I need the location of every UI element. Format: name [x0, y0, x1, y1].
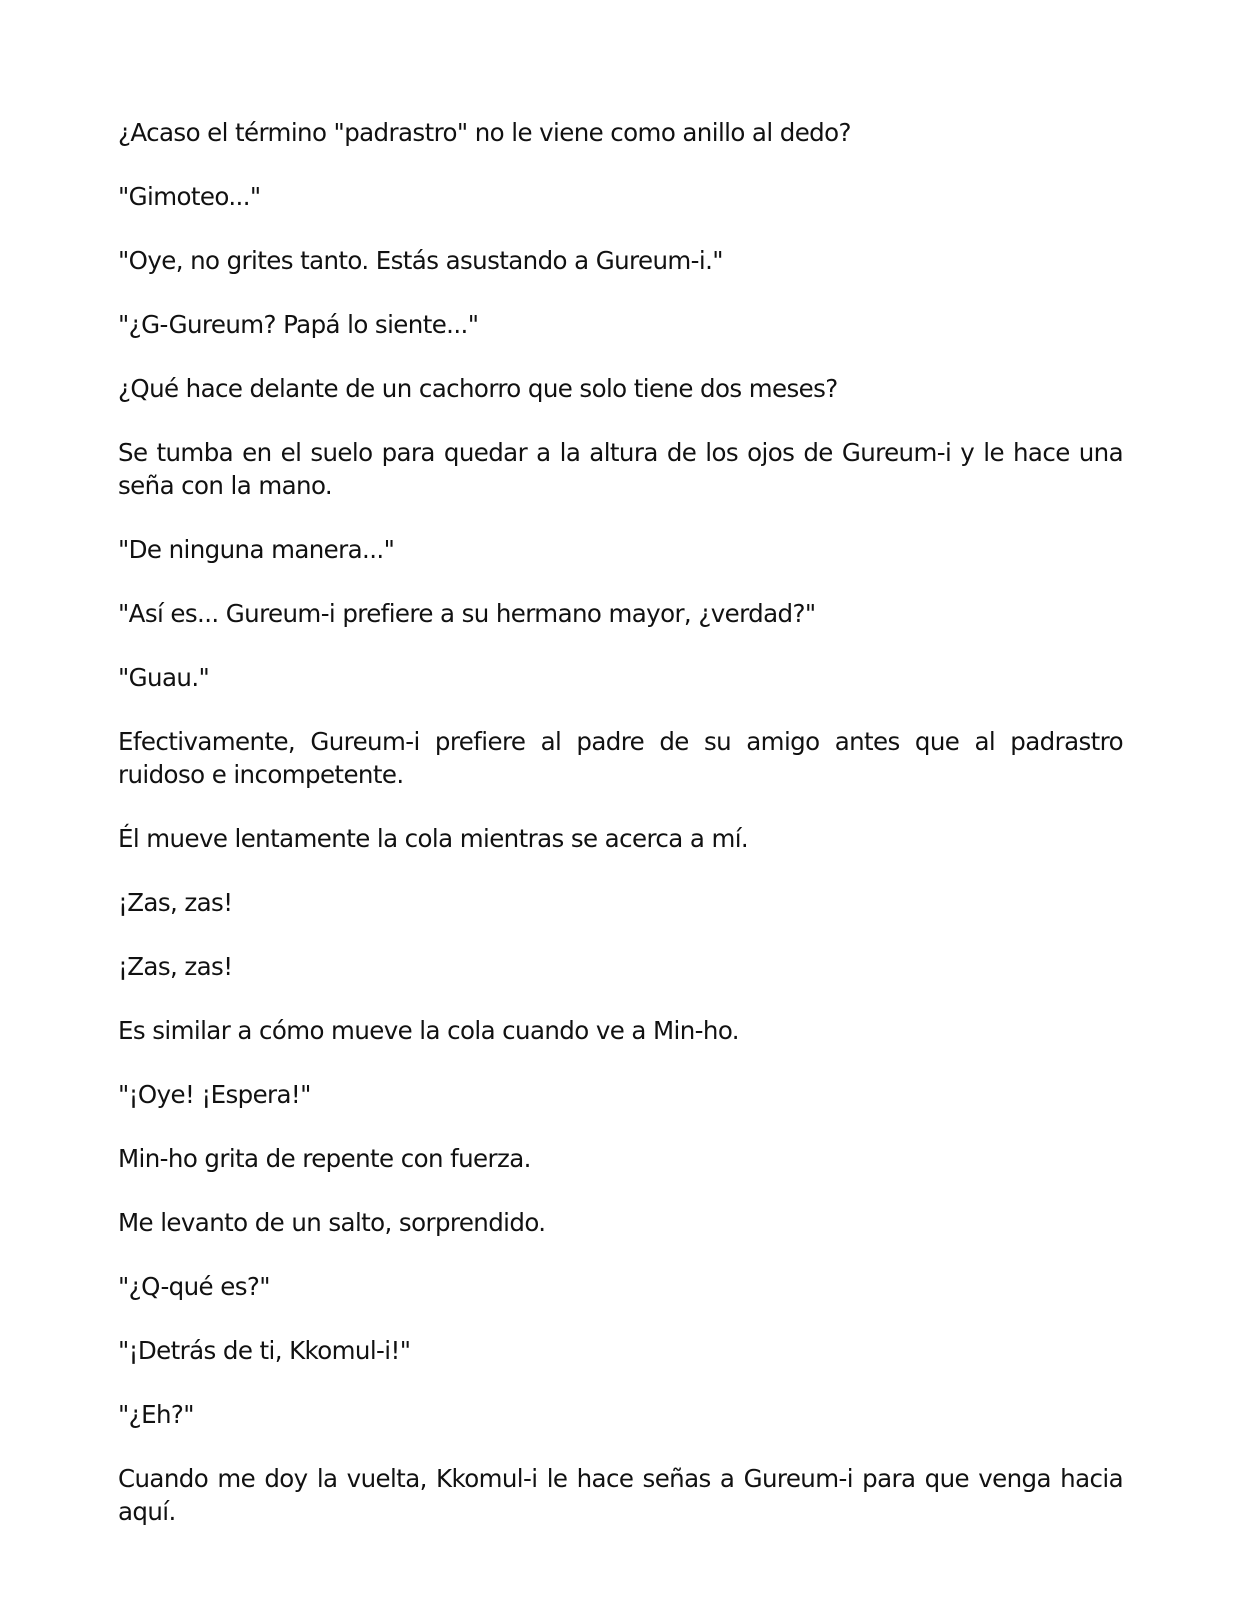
paragraph-18: "¿Q-qué es?" — [118, 1272, 270, 1301]
paragraph-20: "¿Eh?" — [118, 1400, 194, 1429]
paragraph-13: ¡Zas, zas! — [118, 952, 233, 981]
paragraph-21: Cuando me doy la vuelta, Kkomul-i le hace señas a Gureum-i para que venga hacia aquí. — [118, 1464, 1123, 1526]
paragraph-10: Efectivamente, Gureum-i prefiere al padre de su amigo antes que al padrastro ruidoso e incompetente. — [118, 727, 1123, 789]
paragraph-3: "Oye, no grites tanto. Estás asustando a Gureum-i." — [118, 246, 723, 275]
paragraph-5: ¿Qué hace delante de un cachorro que solo tiene dos meses? — [118, 374, 838, 403]
paragraph-2: "Gimoteo..." — [118, 182, 261, 211]
text-column — [118, 116, 1123, 1528]
paragraph-15: "¡Oye! ¡Espera!" — [118, 1080, 311, 1109]
paragraph-17: Me levanto de un salto, sorprendido. — [118, 1208, 546, 1237]
paragraph-7: "De ninguna manera..." — [118, 535, 395, 564]
paragraph-4: "¿G-Gureum? Papá lo siente..." — [118, 310, 479, 339]
paragraph-14: Es similar a cómo mueve la cola cuando ve a Min-ho. — [118, 1016, 739, 1045]
paragraph-6: Se tumba en el suelo para quedar a la altura de los ojos de Gureum-i y le hace una seña con la mano. — [118, 438, 1123, 500]
paragraph-1: ¿Acaso el término "padrastro" no le viene como anillo al dedo? — [118, 118, 851, 147]
paragraph-8: "Así es... Gureum-i prefiere a su hermano mayor, ¿verdad?" — [118, 599, 816, 628]
paragraph-12: ¡Zas, zas! — [118, 888, 233, 917]
paragraph-9: "Guau." — [118, 663, 210, 692]
paragraph-19: "¡Detrás de ti, Kkomul-i!" — [118, 1336, 411, 1365]
paragraph-16: Min-ho grita de repente con fuerza. — [118, 1144, 531, 1173]
paragraph-11: Él mueve lentamente la cola mientras se acerca a mí. — [118, 824, 749, 853]
